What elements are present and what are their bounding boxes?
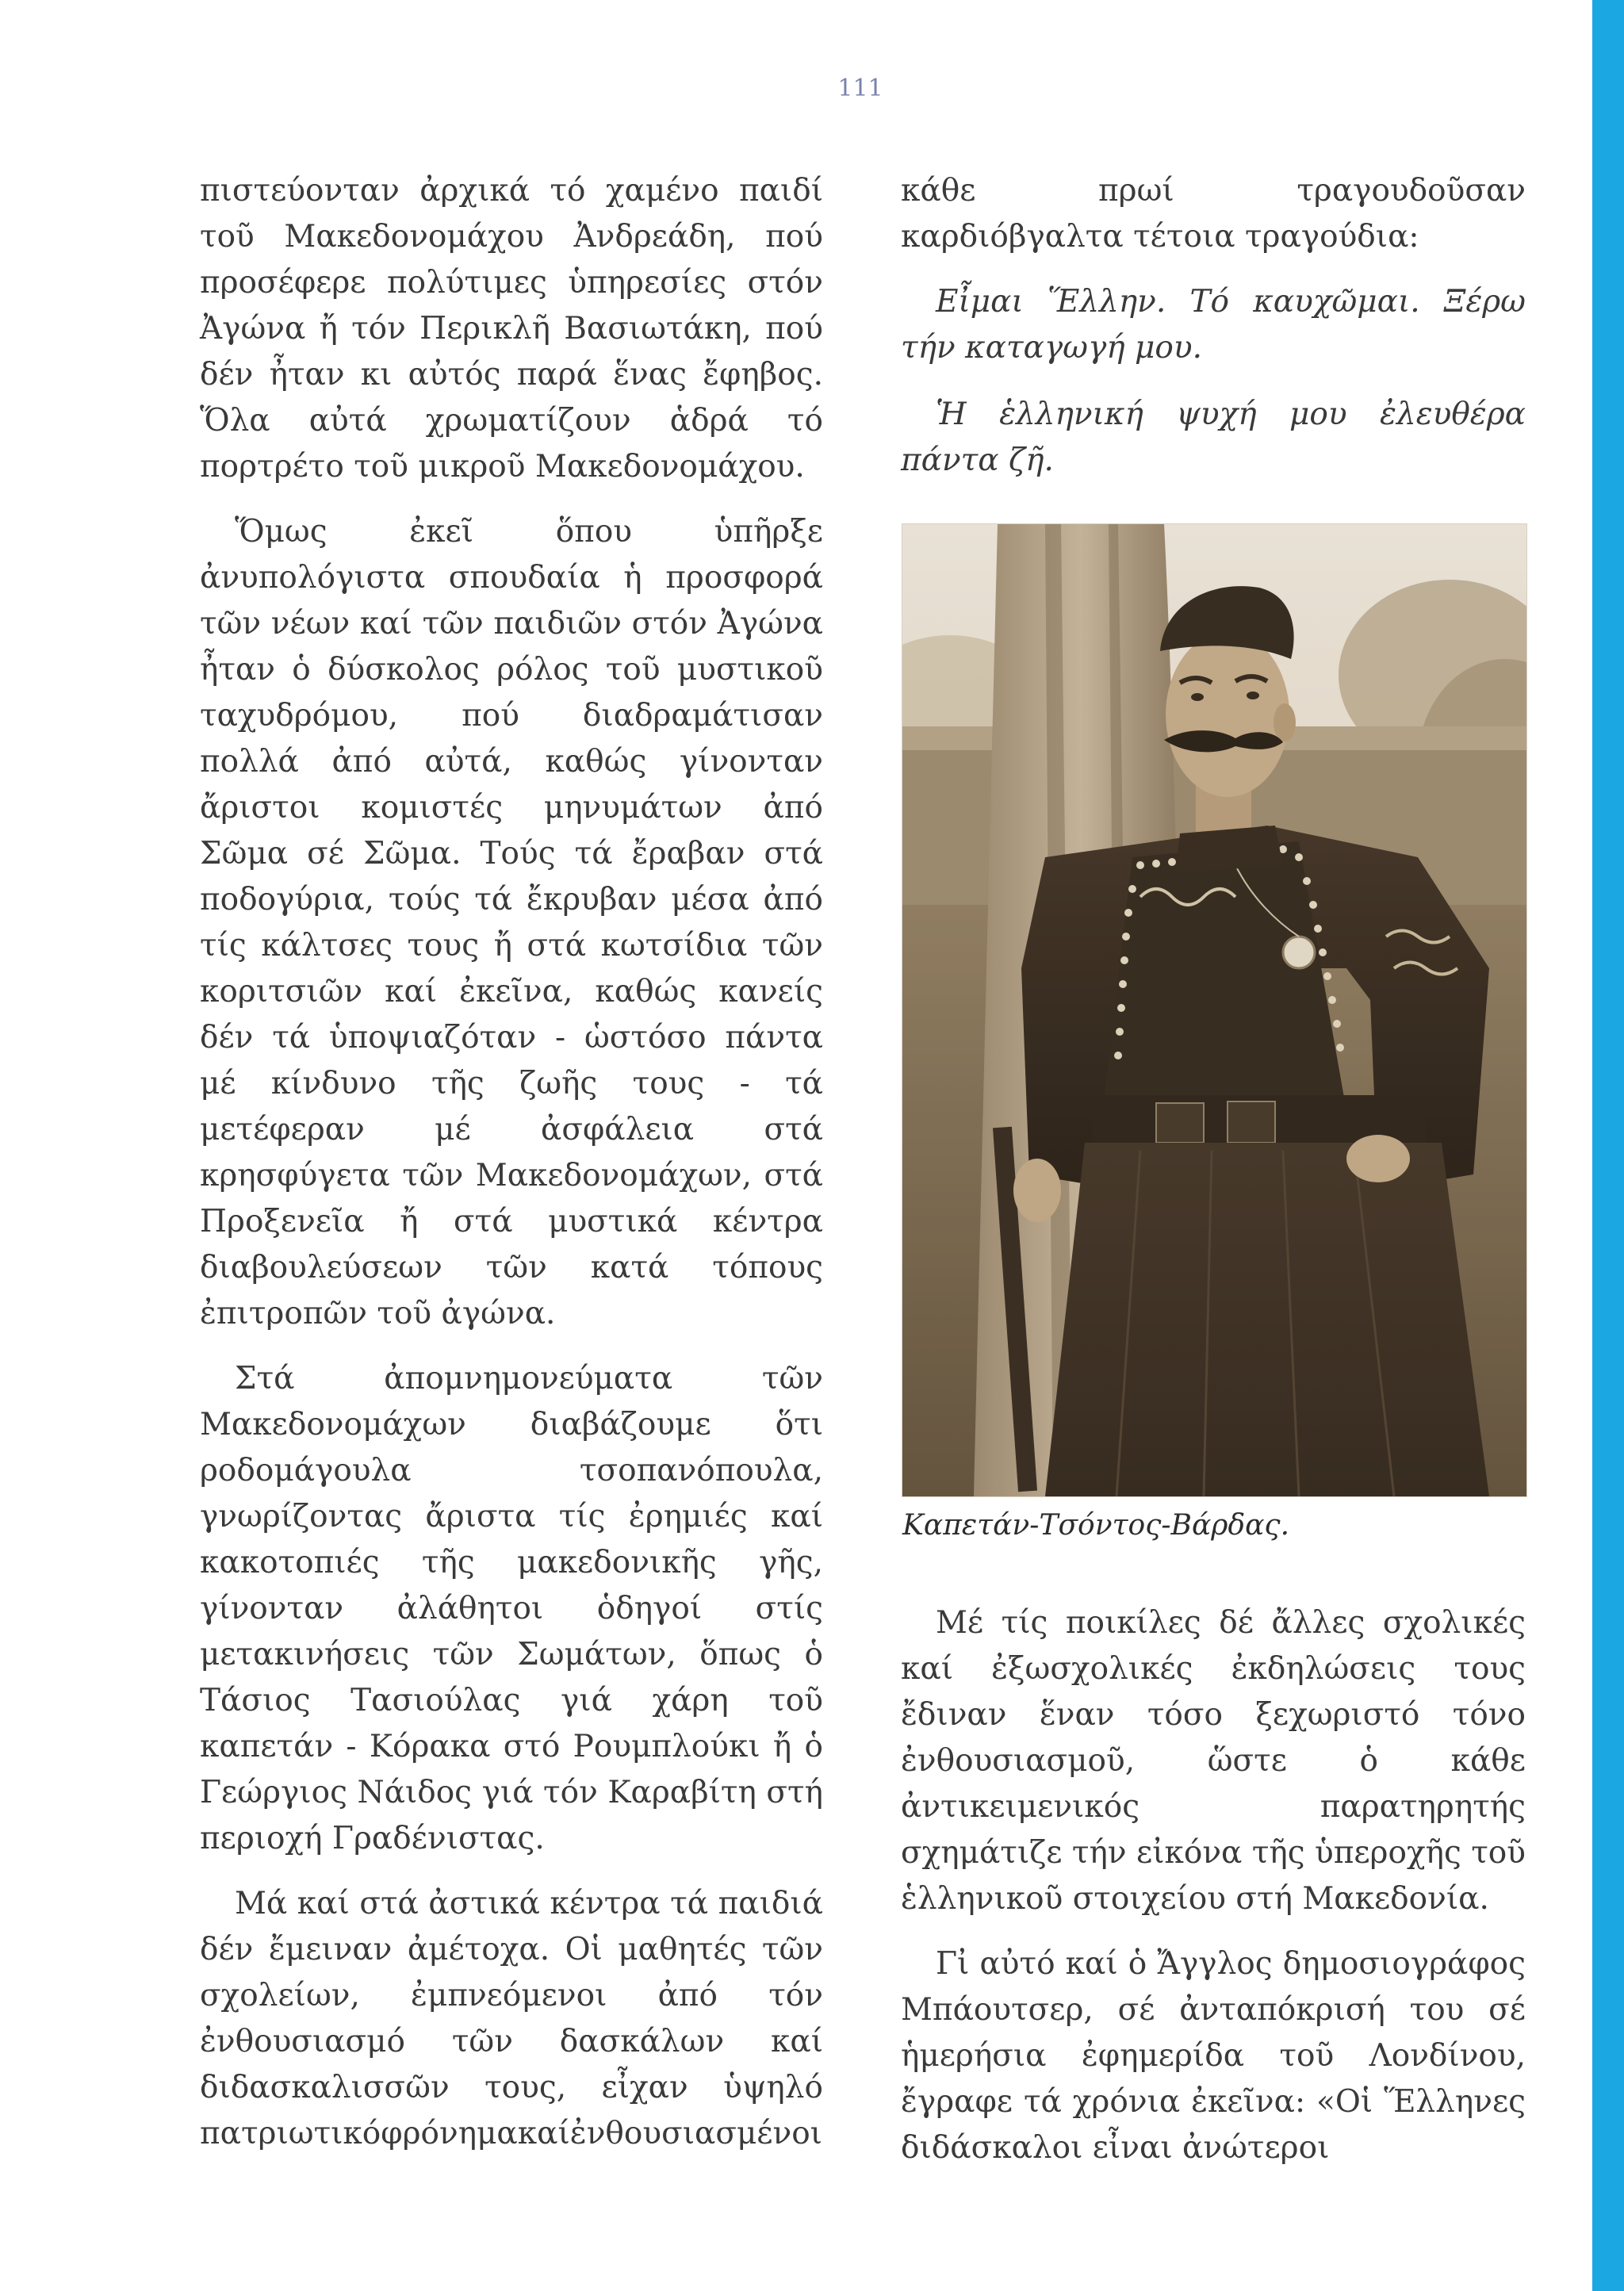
paragraph: κάθε πρωί τραγουδοῦσαν καρδιόβγαλτα τέτοια τραγούδια: [901,173,1526,255]
song-verse: Εἶμαι Ἕλλην. Τό καυχῶμαι. Ξέρω τήν καταγωγή μου. [901,284,1526,366]
paragraph: Γἰ αὐτό καί ὁ Ἄγγλος δημοσιογράφος Μπάουτσερ, σέ ἀνταπόκρισή του σέ ἡμερήσια ἐφημερίδα τοῦ Λονδίνου, ἔγραφε τά χρόνια ἐκεῖνα: «Οἱ Ἕλληνες διδάσκαλοι εἶναι ἀνώτεροι [901,1946,1526,2166]
left-text-column [200,168,823,2176]
portrait-photo-image [902,524,1526,1496]
right-text-column-bottom [901,1600,1526,2190]
paragraph: Ὅμως ἐκεῖ ὅπου ὑπῆρξε ἀνυπολόγιστα σπουδαία ἡ προσφορά τῶν νέων καί τῶν παιδιῶν στόν Ἀγώνα ἦταν ὁ δύσκολος ρόλος τοῦ μυστικοῦ ταχυδρόμου, πού διαδραμάτισαν πολλά ἀπό αὐτά, καθώς γίνονταν ἄριστοι κομιστές μηνυμάτων ἀπό Σῶμα σέ Σῶμα. Τούς τά ἔραβαν στά ποδογύρια, τούς τά ἔκρυβαν μέσα ἀπό τίς κάλτσες τους ἤ στά κωτσίδια τῶν κοριτσιῶν καί ἐκεῖνα, καθώς κανείς δέν τά ὑποψιαζόταν - ὡστόσο πάντα μέ κίνδυνο τῆς ζωῆς τους - τά μετέφεραν μέ ἀσφάλεια στά κρησφύγετα τῶν Μακεδονομάχων, στά Προξενεῖα ἤ στά μυστικά κέντρα διαβουλεύσεων τῶν κατά τόπους ἐπιτροπῶν τοῦ ἀγώνα. [200,514,823,1331]
paragraph: πιστεύονταν ἀρχικά τό χαμένο παιδί τοῦ Μακεδονομάχου Ἀνδρεάδη, πού προσέφερε πολύτιμες ὑπηρεσίες στόν Ἀγώνα ἤ τόν Περικλῆ Βασιωτάκη, πού δέν ἦταν κι αὐτός παρά ἕνας ἔφηβος. Ὅλα αὐτά χρωματίζουν ἁδρά τό πορτρέτο τοῦ μικροῦ Μακεδονομάχου. [200,173,823,485]
paragraph: Μά καί στά ἀστικά κέντρα τά παιδιά δέν ἔμειναν ἀμέτοχα. Οἱ μαθητές τῶν σχολείων, ἐμπνεόμενοι ἀπό τόν ἐνθουσιασμό τῶν δασκάλων καί διδασκαλισσῶν τους, εἶχαν ὑψηλό πατριωτικόφρόνημακαίἐνθουσιασμένοι [200,1886,823,2151]
photo-caption: Καπετάν-Τσόντος-Βάρδας. [902,1509,1290,1542]
page-number: 111 [837,75,883,102]
right-text-column-top [901,168,1526,504]
portrait-photo [902,523,1527,1497]
page-edge-color-bar [1592,0,1624,2291]
paragraph: Μέ τίς ποικίλες δέ ἄλλες σχολικές καί ἐξωσχολικές ἐκδηλώσεις τους ἔδιναν ἕναν τόσο ξεχωριστό τόνο ἐνθουσιασμοῦ, ὥστε ὁ κάθε ἀντικειμενικός παρατηρητής σχημάτιζε τήν εἰκόνα τῆς ὑπεροχῆς τοῦ ἑλληνικοῦ στοιχείου στή Μακεδονία. [901,1605,1526,1917]
song-verse: Ἡ ἑλληνική ψυχή μου ἐλευθέρα πάντα ζῆ. [901,397,1526,478]
paragraph: Στά ἀπομνημονεύματα τῶν Μακεδονομάχων διαβάζουμε ὅτι ροδομάγουλα τσοπανόπουλα, γνωρίζοντας ἄριστα τίς ἐρημιές καί κακοτοπιές τῆς μακεδονικῆς γῆς, γίνονταν ἀλάθητοι ὁδηγοί στίς μετακινήσεις τῶν Σωμάτων, ὅπως ὁ Τάσιος Τασιούλας γιά χάρη τοῦ καπετάν - Κόρακα στό Ρουμπλούκι ἤ ὁ Γεώργιος Νάιδος γιά τόν Καραβίτη στή περιοχή Γραδένιστας. [200,1361,823,1856]
